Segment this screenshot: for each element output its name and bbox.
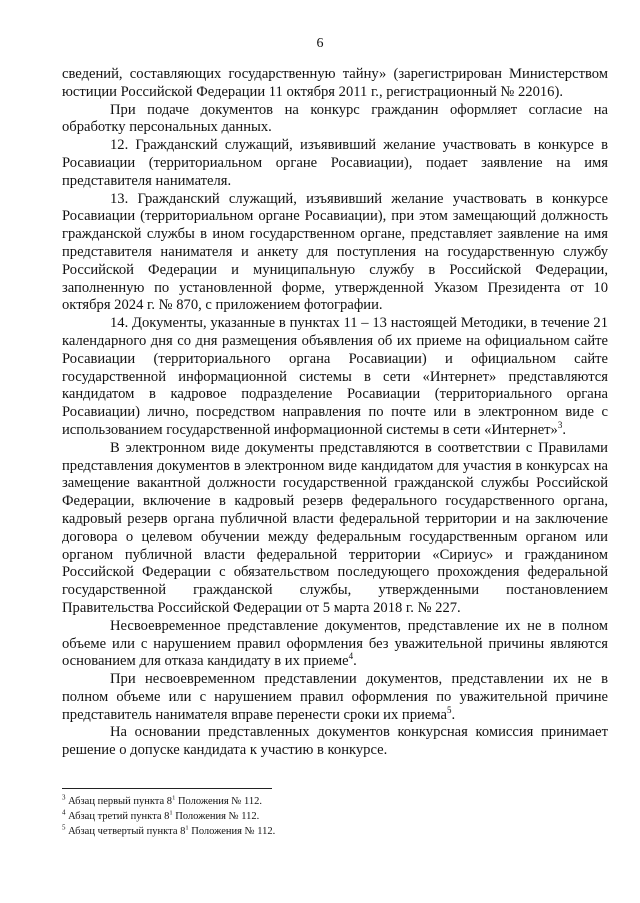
paragraph-text: При несвоевременном представлении документов, представлении их не в полном объеме или с нарушением правил оформления по уважительной причине представитель нанимателя вправе перенести сроки их приема bbox=[62, 671, 608, 723]
footnote-text: Абзац третий пункта 8 bbox=[68, 811, 170, 822]
paragraph-text-end: . bbox=[353, 653, 357, 670]
paragraph-refusal-grounds bbox=[62, 618, 608, 671]
footnote-mark: 5 bbox=[62, 823, 66, 832]
paragraph-text: В электронном виде документы представляются в соответствии с Правилами представления документов в электронном виде кандидатом для участия в конкурсах на замещение вакантной должности государственной гражданской службы Российской Федерации, включение в кадровый резерв федерального государственного органа, кадровый резерв органа публичной власти федеральной территории и на заключение договора о целевом обучении между федеральным государственным органом или органом публичной власти федеральной территории «Сириус» и гражданином Российской Федерации с обязательством последующего прохождения федеральной государственной гражданской службы, утвержденными постановлением Правительства Российской Федерации от 5 марта 2018 г. № 227. bbox=[62, 439, 608, 616]
footnote-text-superscript: 1 bbox=[185, 824, 189, 832]
footnote-3 bbox=[62, 794, 608, 809]
footnote-text: Абзац четвертый пункта 8 bbox=[68, 826, 186, 837]
footnotes bbox=[62, 794, 608, 839]
footnote-5 bbox=[62, 824, 608, 839]
footnote-4 bbox=[62, 809, 608, 824]
paragraph-text: 14. Документы, указанные в пунктах 11 – 13 настоящей Методики, в течение 21 календарного дня со дня размещения объявления об их приеме на официальном сайте Росавиации (территориального органа Росавиации) и официальном сайте государственной информационной системы в сети «Интернет» представляются кандидатом в кадровое подразделение Росавиации (территориального органа Росавиации) лично, посредством направления по почте или в электронном виде с использованием государственной информационной системы в сети «Интернет» bbox=[62, 315, 608, 438]
paragraph-text: Несвоевременное представление документов, представление их не в полном объеме или с нарушением правил оформления без уважительной причины являются основанием для отказа кандидату в их приеме bbox=[62, 617, 608, 670]
paragraph-text: 12. Гражданский служащий, изъявивший желание участвовать в конкурсе в Росавиации (территориальном органе Росавиации), подает заявление на имя представителя нанимателя. bbox=[62, 137, 608, 189]
paragraph-personal-data-consent bbox=[62, 102, 608, 138]
body-text bbox=[62, 66, 608, 760]
paragraph-text: На основании представленных документов конкурсная комиссия принимает решение о допуске кандидата к участию в конкурсе. bbox=[62, 724, 608, 759]
paragraph-electronic-submission bbox=[62, 440, 608, 618]
paragraph-continuation bbox=[62, 66, 608, 102]
paragraph-deadline-extension bbox=[62, 671, 608, 724]
footnote-reference: 5 bbox=[446, 704, 452, 715]
footnote-reference: 4 bbox=[348, 651, 354, 662]
footnote-text-end: Положения № 112. bbox=[188, 826, 276, 837]
paragraph-item-13 bbox=[62, 191, 608, 316]
footnote-separator bbox=[62, 788, 272, 789]
paragraph-admission-decision bbox=[62, 724, 608, 760]
paragraph-item-14 bbox=[62, 315, 608, 440]
footnote-mark: 4 bbox=[62, 808, 66, 817]
paragraph-text: При подаче документов на конкурс гражданин оформляет согласие на обработку персональных данных. bbox=[62, 101, 608, 136]
paragraph-item-12 bbox=[62, 137, 608, 190]
paragraph-text-end: . bbox=[562, 421, 567, 438]
footnote-text: Абзац первый пункта 8 bbox=[68, 796, 173, 807]
footnote-reference: 3 bbox=[557, 420, 563, 431]
footnote-text-end: Положения № 112. bbox=[175, 796, 262, 807]
footnote-text-superscript: 1 bbox=[169, 809, 173, 817]
paragraph-text-end: . bbox=[451, 706, 456, 723]
paragraph-text: 13. Гражданский служащий, изъявивший желание участвовать в конкурсе Росавиации (территориальном органе Росавиации), при этом замещающий должность гражданской службы в ином государственном органе, представляет заявление на имя представителя нанимателя и анкету для поступления на государственную службу Российской Федерации и муниципальную службу в Российской Федерации, заполненную по установленной форме, утвержденной Указом Президента от 10 октября 2024 г. № 870, с приложением фотографии. bbox=[62, 190, 608, 314]
footnote-text-end: Положения № 112. bbox=[172, 811, 260, 822]
page-number: 6 bbox=[316, 36, 324, 51]
footnote-text-superscript: 1 bbox=[172, 794, 176, 802]
paragraph-text: сведений, составляющих государственную тайну» (зарегистрирован Министерством юстиции Российской Федерации 11 октября 2011 г., регистрационный № 22016). bbox=[62, 66, 608, 100]
footnote-mark: 3 bbox=[62, 793, 66, 802]
